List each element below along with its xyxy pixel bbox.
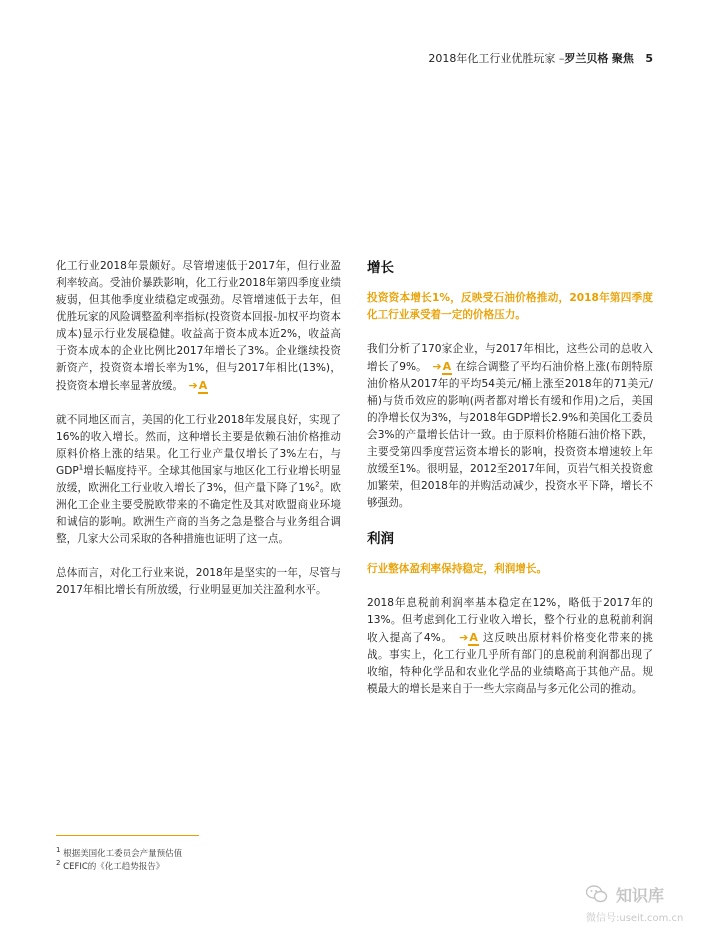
paragraph-summary: 总体而言，对化工行业来说，2018年是坚实的一年，尽管与2017年相比增长有所放缓，行业明显更加关注盈利水平。 bbox=[56, 567, 341, 596]
watermark bbox=[586, 883, 701, 929]
profit-text-b: 这反映出原材料价格变化带来的挑战。事实上，化工行业几乎所有部门的息税前利润都出现了收缩，特种化学品和农业化学品的业绩略高于其他产品。规模最大的增长是来自于一些大宗商品与多元化公司的推动。 bbox=[367, 632, 654, 695]
regions-text-b: 增长幅度持平。全球其他国家与地区化工行业增长明显放缓，欧洲化工行业收入增长了3%，但产量下降了1% bbox=[56, 465, 341, 494]
left-column bbox=[56, 258, 341, 616]
reference-marker-a[interactable] bbox=[189, 377, 209, 394]
watermark-subtitle: 微信号:useit.com.cn bbox=[586, 913, 684, 924]
section-heading-profit: 利润 bbox=[367, 531, 394, 547]
section-heading-growth: 增长 bbox=[367, 260, 394, 276]
reference-letter: A bbox=[198, 379, 208, 392]
profit-lead: 行业整体盈利率保持稳定，利润增长。 bbox=[367, 563, 548, 575]
paragraph-growth bbox=[367, 341, 653, 512]
growth-text-b: 在综合调整了平均石油价格上涨(布朗特原油价格从2017年的平均54美元/桶上涨至2018年的71美元/桶)与货币效应的影响(两者都对增长有缓和作用)之后，美国的净增长仅为3%，与2018年GDP增长2.9%和美国化工委员会3%的产量增长估计一致。由于原料价格随石油价格下跌，主要受第四季度营运资本增长的影响，投资资本增速较上年放缓至1%。很明显，2012至2017年间，页岩气相关投资愈加繁荣，但2018年的并购活动减少，投资水平下降，增长不够强劲。 bbox=[367, 361, 653, 509]
regions-text-c: 。欧洲化工企业主要受脱欧带来的不确定性及其对欧盟商业环境和诚信的影响。欧洲生产商的当务之急是整合与业务组合调整，几家大公司采取的各种措施也证明了这一点。 bbox=[56, 482, 341, 545]
watermark-title: 知识库 bbox=[616, 886, 665, 905]
footnote-text: 根据美国化工委员会产量预估值 bbox=[63, 849, 183, 859]
regions-text-a: 就不同地区而言，美国的化工行业2018年发展良好，实现了16%的收入增长。然而，这种增长主要是依赖石油价格推动原料价格上涨的结果。化工行业产量仅增长了3%左右，与GDP bbox=[56, 414, 341, 477]
footnote-1 bbox=[56, 848, 182, 861]
footnote-number: 1 bbox=[56, 846, 61, 855]
footnote-text: CEFIC的《化工趋势报告》 bbox=[63, 862, 165, 872]
paragraph-overview-text: 化工行业2018年景颇好。尽管增速低于2017年，但行业盈利率较高。受油价暴跌影响，化工行业2018年第四季度业绩疲弱，但其他季度业绩稳定或强劲。尽管增速低于去年，但优胜玩家的风险调整盈利率指标(投资资本回报-加权平均资本成本)显示行业发展稳健。收益高于资本成本近2%，收益高于资本成本的企业比例比2017年增长了3%。企业继续投资新资产，投资资本增长率为1%，但与2017年相比(13%)，投资资本增长率显著放缓。 bbox=[56, 260, 341, 392]
reference-marker-a[interactable] bbox=[432, 358, 452, 375]
reference-letter: A bbox=[469, 631, 478, 644]
reference-marker-a[interactable] bbox=[459, 629, 479, 646]
paragraph-overview bbox=[56, 258, 341, 395]
arrow-right-icon: ➔ bbox=[188, 379, 198, 392]
footnote-divider bbox=[56, 835, 199, 836]
growth-text-a: 我们分析了170家企业，与2017年相比，这些公司的总收入增长了9%。 bbox=[367, 343, 653, 373]
growth-lead: 投资资本增长1%，反映受石油价格推动，2018年第四季度化工行业承受着一定的价格压力。 bbox=[367, 292, 653, 321]
arrow-right-icon: ➔ bbox=[459, 631, 469, 644]
brand-name: 罗兰贝格 bbox=[564, 52, 609, 65]
reference-letter: A bbox=[442, 360, 452, 373]
right-column bbox=[367, 258, 653, 715]
footnote-2 bbox=[56, 861, 182, 874]
footnotes bbox=[56, 848, 182, 874]
footnote-number: 2 bbox=[56, 859, 61, 868]
header-separator: – bbox=[555, 52, 565, 65]
wechat-icon bbox=[586, 885, 608, 903]
footnote-ref-2[interactable]: 2 bbox=[315, 480, 320, 489]
page-header bbox=[428, 50, 653, 66]
profit-text-a: 2018年息税前利润率基本稳定在12%，略低于2017年的13%。但考虑到化工行业收入增长，整个行业的息税前利润收入提高了4%。 bbox=[367, 597, 653, 644]
paragraph-profit bbox=[367, 595, 653, 698]
paragraph-regions bbox=[56, 412, 341, 548]
arrow-right-icon: ➔ bbox=[432, 360, 442, 373]
report-title: 2018年化工行业优胜玩家 bbox=[428, 52, 556, 65]
page-number: 5 bbox=[645, 52, 653, 65]
series-name: 聚焦 bbox=[611, 52, 634, 65]
footnote-ref-1[interactable]: 1 bbox=[78, 463, 84, 472]
